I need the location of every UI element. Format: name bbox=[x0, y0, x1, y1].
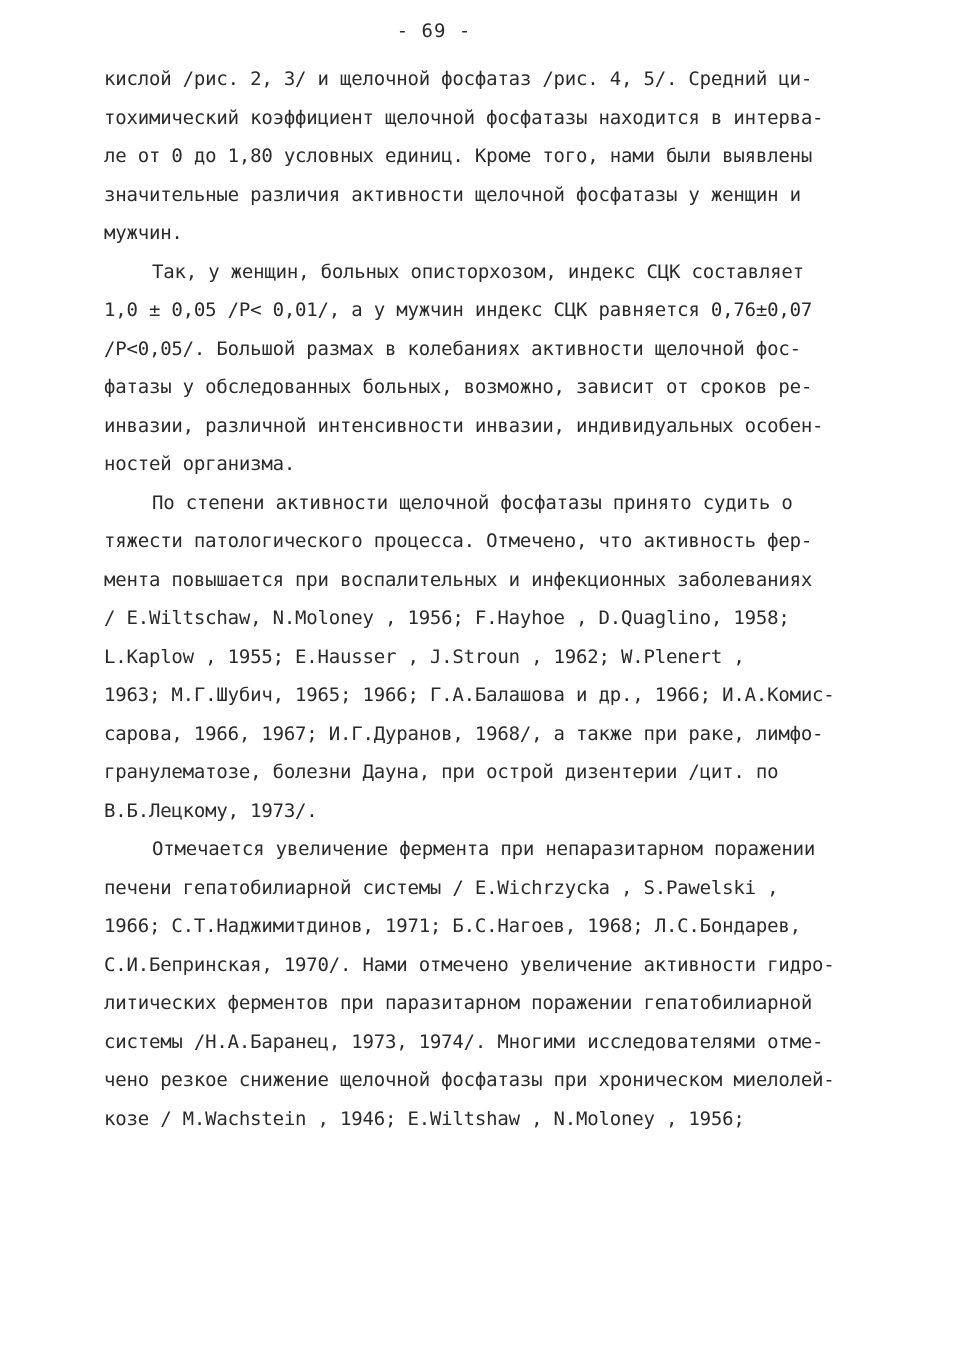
text-line: Так, у женщин, больных описторхозом, индекс СЦК составляет bbox=[152, 260, 804, 283]
text-line: С.И.Бепринская, 1970/. Нами отмечено увеличение активности гидро- bbox=[104, 953, 835, 976]
text-line: кислой /рис. 2, 3/ и щелочной фосфатаз /рис. 4, 5/. Средний ци- bbox=[104, 68, 813, 90]
text-line: системы /Н.А.Баранец, 1973, 1974/. Многими исследователями отме- bbox=[104, 1030, 824, 1053]
text-line: По степени активности щелочной фосфатазы принято судить о bbox=[152, 491, 793, 514]
text-line: / E.Wiltschaw, N.Moloney , 1956; F.Hayhoe , D.Quaglino, 1958; bbox=[104, 607, 790, 629]
text-line: В.Б.Лецкому, 1973/. bbox=[104, 799, 318, 822]
text-line: инвазии, различной интенсивности инвазии, индивидуальных особен- bbox=[104, 414, 824, 437]
text-line: фатазы у обследованных больных, возможно, зависит от сроков ре- bbox=[104, 376, 813, 398]
text-line: тохимический коэффициент щелочной фосфатазы находится в интерва- bbox=[104, 106, 824, 129]
text-line: значительные различия активности щелочной фосфатазы у женщин и bbox=[104, 183, 801, 206]
text-line: 1,0 ± 0,05 /P< 0,01/, а у мужчин индекс СЦК равняется 0,76±0,07 bbox=[104, 299, 813, 321]
text-line: ле от 0 до 1,80 условных единиц. Кроме того, нами были выявлены bbox=[104, 145, 813, 167]
text-line: мента повышается при воспалительных и инфекционных заболеваниях bbox=[104, 568, 813, 591]
text-line: L.Kaplow , 1955; E.Hausser , J.Stroun , 1962; W.Plenert , bbox=[104, 645, 745, 668]
text-line: сарова, 1966, 1967; И.Г.Дуранов, 1968/, а также при раке, лимфо- bbox=[104, 722, 824, 745]
text-line: литических ферментов при паразитарном поражении гепатобилиарной bbox=[104, 992, 813, 1014]
page-number: - 69 - bbox=[396, 20, 472, 42]
text-line: чено резкое снижение щелочной фосфатазы при хроническом миелолей- bbox=[104, 1069, 835, 1091]
text-line: ностей организма. bbox=[104, 453, 296, 475]
text-line: мужчин. bbox=[104, 222, 183, 244]
text-line: 1963; М.Г.Шубич, 1965; 1966; Г.А.Балашова и др., 1966; И.А.Комис- bbox=[104, 684, 835, 706]
text-line: козе / M.Wachstein , 1946; E.Wiltshaw , N.Moloney , 1956; bbox=[104, 1107, 745, 1130]
text-line: тяжести патологического процесса. Отмечено, что активность фер- bbox=[104, 530, 813, 552]
text-line: гранулематозе, болезни Дауна, при острой дизентерии /цит. по bbox=[104, 761, 779, 783]
text-line: печени гепатобилиарной системы / E.Wichrzycka , S.Pawelski , bbox=[104, 876, 779, 899]
text-line: /P<0,05/. Большой размах в колебаниях активности щелочной фос- bbox=[104, 337, 801, 360]
text-line: Отмечается увеличение фермента при непаразитарном поражении bbox=[152, 838, 816, 860]
body-text bbox=[104, 60, 874, 1138]
text-line: 1966; С.Т.Наджимитдинов, 1971; Б.С.Нагоев, 1968; Л.С.Бондарев, bbox=[104, 915, 801, 937]
